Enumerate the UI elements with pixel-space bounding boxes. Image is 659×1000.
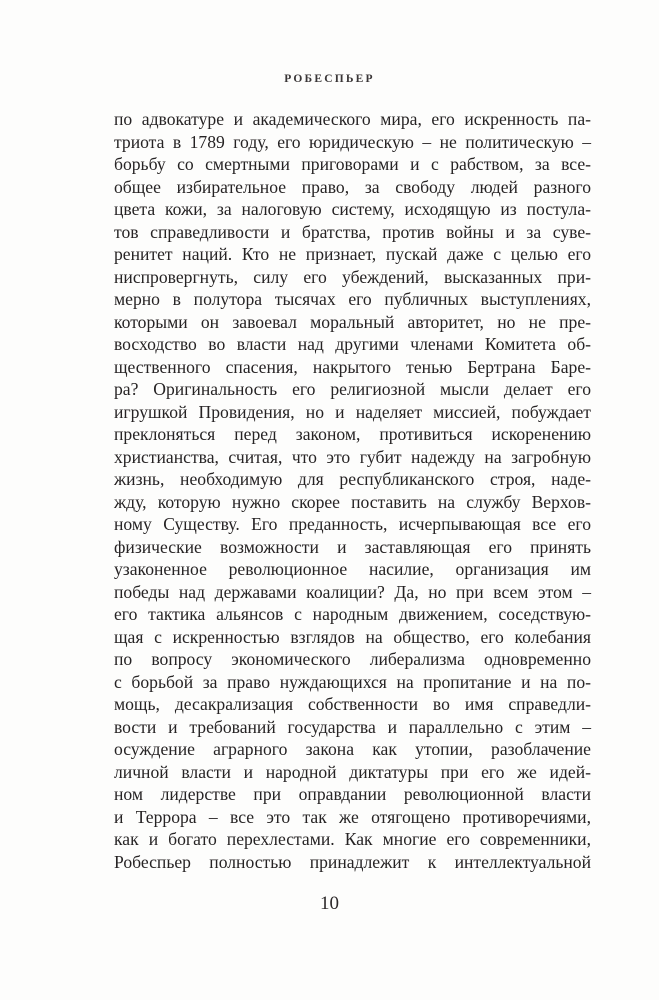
text-line: как и богато перехлестами. Как многие его современники, [114,829,591,849]
body-text [114,108,591,873]
text-line: ра? Оригинальность его религиозной мысли делает его [114,379,591,399]
text-line: преклоняться перед законом, противиться искоренению [114,424,591,444]
text-line: восходство во власти над другими членами Комитета об- [114,334,591,354]
text-line: тов справедливости и братства, против войны и за суве- [114,221,591,242]
text-line: борьбу со смертными приговорами и с рабством, за все- [114,154,591,174]
text-line: по адвокатуре и академического мира, его искренность па- [114,109,591,129]
text-line: вости и требований государства и параллельно с этим – [114,716,591,737]
text-line: физические возможности и заставляющая его принять [114,536,591,557]
text-line: ном лидерстве при оправдании революционной власти [114,784,591,804]
text-line: цвета кожи, за налоговую систему, исходящую из постула- [114,199,591,219]
text-line: триота в 1789 году, его юридическую – не политическую – [114,131,591,152]
text-line: личной власти и народной диктатуры при его же идей- [114,761,591,782]
text-line: и Террора – все это так же отягощено противоречиями, [114,806,591,827]
text-line: щественного спасения, накрытого тенью Бертрана Баре- [114,356,591,377]
text-line: Робеспьер полностью принадлежит к интеллектуальной [114,851,591,872]
text-line: общее избирательное право, за свободу людей разного [114,176,591,197]
text-line: мерно в полутора тысячах его публичных выступлениях, [114,289,591,309]
text-line: жизнь, необходимую для республиканского строя, наде- [114,469,591,489]
text-line: ниспровергнуть, силу его убеждений, высказанных при- [114,266,591,287]
text-line: игрушкой Провидения, но и наделяет миссией, побуждает [114,401,591,422]
running-header: РОБЕСПЬЕР [284,73,375,85]
text-line: ренитет наций. Кто не признает, пускай даже с целью его [114,244,591,264]
text-line: его тактика альянсов с народным движением, соседствую- [114,604,591,624]
text-line: с борьбой за право нуждающихся на пропитание и на по- [114,671,591,692]
text-line: ному Существу. Его преданность, исчерпывающая все его [114,514,591,534]
text-line: узаконенное революционное насилие, организация им [114,559,591,579]
text-line: жду, которую нужно скорее поставить на службу Верхов- [114,491,591,512]
text-line: мощь, десакрализация собственности во имя справедли- [114,694,591,714]
text-line: щая с искренностью взглядов на общество, его колебания [114,626,591,647]
text-line: по вопросу экономического либерализма одновременно [114,649,591,669]
text-line: осуждение аграрного закона как утопии, разоблачение [114,739,591,759]
text-line: которыми он завоевал моральный авторитет, но не пре- [114,311,591,332]
page-number: 10 [320,893,339,914]
text-line: христианства, считая, что это губит надежду на загробную [114,446,591,467]
text-line: победы над державами коалиции? Да, но при всем этом – [114,581,591,602]
